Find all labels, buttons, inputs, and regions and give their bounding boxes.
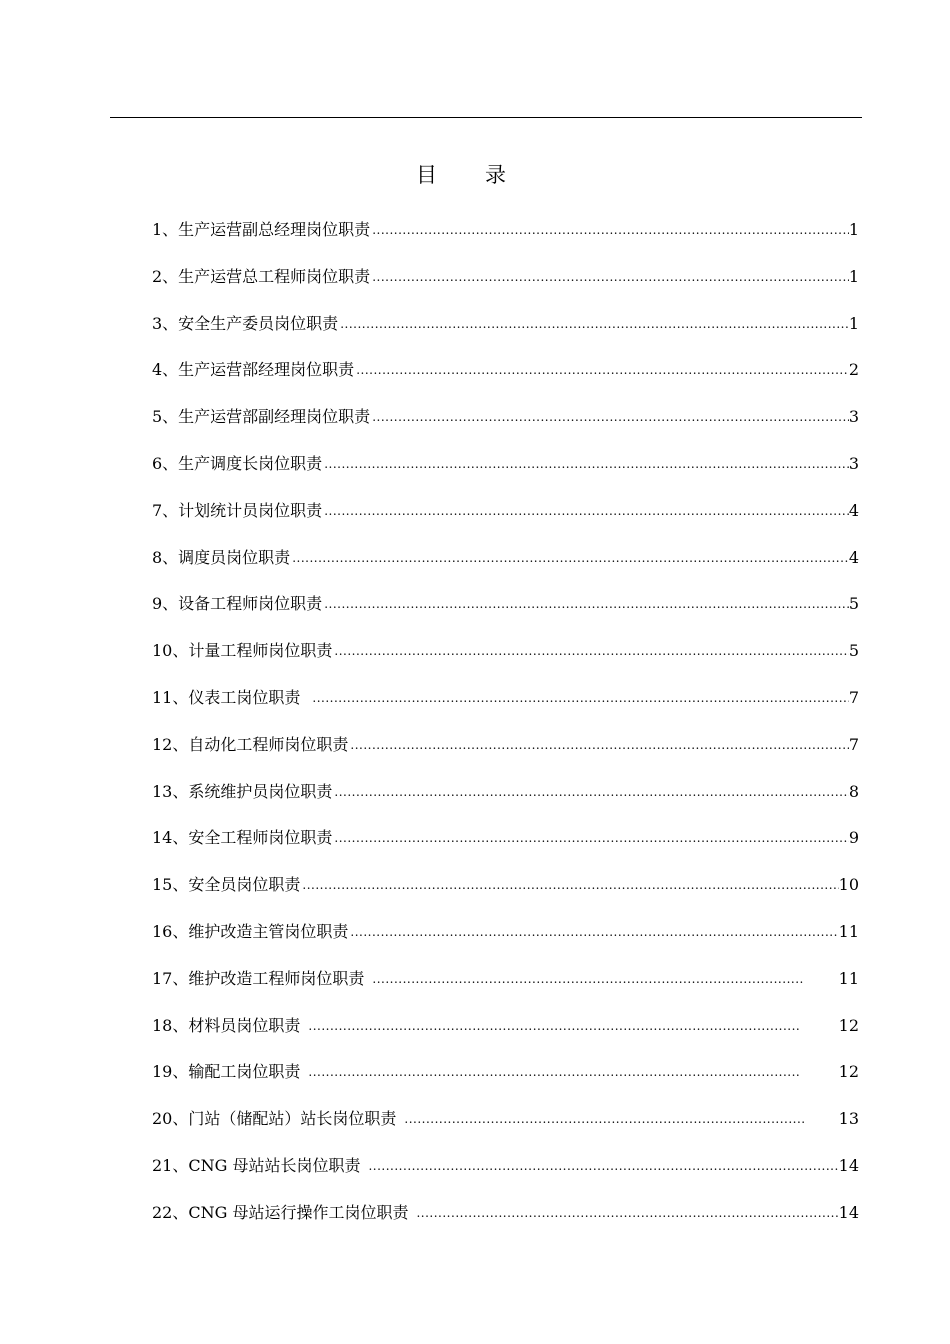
toc-entry[interactable] bbox=[152, 401, 859, 448]
toc-dot-leader bbox=[302, 869, 838, 901]
toc-entry-label: 17、维护改造工程师岗位职责 bbox=[152, 968, 365, 988]
toc-entry-label: 11、仪表工岗位职责 bbox=[152, 687, 301, 707]
toc-entry[interactable] bbox=[152, 635, 859, 682]
toc-dot-leader bbox=[404, 1103, 804, 1135]
toc-dot-leader bbox=[350, 916, 838, 948]
toc-dot-leader bbox=[292, 542, 849, 574]
toc-entry-page: 2 bbox=[848, 360, 859, 380]
toc-entry-page: 12 bbox=[838, 1062, 859, 1082]
toc-entry[interactable] bbox=[152, 448, 859, 495]
toc-entry-page: 5 bbox=[848, 594, 859, 614]
toc-entry-label: 20、门站（储配站）站长岗位职责 bbox=[152, 1109, 397, 1129]
toc-dot-leader bbox=[312, 682, 848, 714]
toc-entry[interactable] bbox=[152, 214, 859, 261]
toc-entry[interactable] bbox=[152, 308, 859, 355]
toc-entry-label: 19、输配工岗位职责 bbox=[152, 1062, 301, 1082]
toc-entry[interactable] bbox=[152, 261, 859, 308]
toc-entry[interactable] bbox=[152, 682, 859, 729]
toc-entry[interactable] bbox=[152, 963, 859, 1010]
toc-entry-label: 5、生产运营部副经理岗位职责 bbox=[152, 407, 371, 427]
toc-entry-page: 3 bbox=[848, 407, 859, 427]
toc-entry-label: 13、系统维护员岗位职责 bbox=[152, 781, 333, 801]
toc-dot-leader bbox=[334, 776, 848, 808]
toc-entry-page: 7 bbox=[848, 687, 859, 707]
toc-entry[interactable] bbox=[152, 1010, 859, 1057]
toc-entry-label: 14、安全工程师岗位职责 bbox=[152, 828, 333, 848]
header-rule bbox=[110, 117, 862, 118]
toc-list bbox=[152, 214, 859, 1244]
toc-entry[interactable] bbox=[152, 1197, 859, 1244]
toc-entry-page: 11 bbox=[838, 968, 859, 988]
toc-dot-leader bbox=[324, 448, 849, 480]
toc-entry-label: 2、生产运营总工程师岗位职责 bbox=[152, 266, 371, 286]
toc-entry-page: 14 bbox=[838, 1202, 859, 1222]
toc-entry-label: 15、安全员岗位职责 bbox=[152, 875, 301, 895]
toc-entry-page: 11 bbox=[838, 921, 859, 941]
toc-entry-label: 8、调度员岗位职责 bbox=[152, 547, 291, 567]
toc-entry[interactable] bbox=[152, 776, 859, 823]
toc-entry-page: 12 bbox=[838, 1015, 859, 1035]
toc-dot-leader bbox=[350, 729, 848, 761]
toc-entry[interactable] bbox=[152, 916, 859, 963]
toc-dot-leader bbox=[368, 1150, 838, 1182]
toc-entry-label: 4、生产运营部经理岗位职责 bbox=[152, 360, 355, 380]
toc-entry-page: 13 bbox=[838, 1109, 859, 1129]
toc-entry-page: 1 bbox=[848, 220, 859, 239]
toc-entry-page: 10 bbox=[838, 875, 859, 895]
toc-entry-label: 10、计量工程师岗位职责 bbox=[152, 641, 333, 661]
toc-dot-leader bbox=[340, 308, 849, 340]
toc-entry-page: 14 bbox=[838, 1155, 859, 1175]
toc-entry-label: 1、生产运营副总经理岗位职责 bbox=[152, 220, 371, 239]
toc-dot-leader bbox=[372, 214, 849, 246]
toc-entry[interactable] bbox=[152, 729, 859, 776]
toc-entry-label: 7、计划统计员岗位职责 bbox=[152, 500, 323, 520]
toc-entry-page: 4 bbox=[848, 547, 859, 567]
toc-entry-label: 16、维护改造主管岗位职责 bbox=[152, 921, 349, 941]
toc-entry-page: 7 bbox=[848, 734, 859, 754]
toc-entry-label: 9、设备工程师岗位职责 bbox=[152, 594, 323, 614]
toc-entry[interactable] bbox=[152, 495, 859, 542]
toc-entry-page: 5 bbox=[848, 641, 859, 661]
toc-dot-leader bbox=[356, 354, 849, 386]
toc-entry[interactable] bbox=[152, 1056, 859, 1103]
toc-entry[interactable] bbox=[152, 588, 859, 635]
toc-entry-label: 21、CNG 母站站长岗位职责 bbox=[152, 1155, 361, 1175]
toc-entry[interactable] bbox=[152, 1150, 859, 1197]
toc-dot-leader bbox=[416, 1197, 838, 1229]
toc-entry-label: 3、安全生产委员岗位职责 bbox=[152, 313, 339, 333]
toc-entry[interactable] bbox=[152, 542, 859, 589]
toc-dot-leader bbox=[334, 635, 848, 667]
toc-dot-leader bbox=[308, 1010, 798, 1042]
toc-entry[interactable] bbox=[152, 822, 859, 869]
toc-entry-page: 9 bbox=[848, 828, 859, 848]
toc-entry-page: 1 bbox=[848, 266, 859, 286]
toc-dot-leader bbox=[372, 401, 849, 433]
toc-entry[interactable] bbox=[152, 869, 859, 916]
toc-entry-label: 18、材料员岗位职责 bbox=[152, 1015, 301, 1035]
toc-entry-label: 22、CNG 母站运行操作工岗位职责 bbox=[152, 1202, 409, 1222]
toc-entry[interactable] bbox=[152, 354, 859, 401]
toc-entry[interactable] bbox=[152, 1103, 859, 1150]
toc-dot-leader bbox=[372, 261, 849, 293]
toc-dot-leader bbox=[308, 1056, 798, 1088]
toc-entry-label: 12、自动化工程师岗位职责 bbox=[152, 734, 349, 754]
toc-dot-leader bbox=[324, 495, 849, 527]
toc-entry-page: 4 bbox=[848, 500, 859, 520]
toc-entry-page: 1 bbox=[848, 313, 859, 333]
toc-dot-leader bbox=[334, 822, 848, 854]
toc-entry-page: 3 bbox=[848, 453, 859, 473]
toc-entry-label: 6、生产调度长岗位职责 bbox=[152, 453, 323, 473]
toc-entry-page: 8 bbox=[848, 781, 859, 801]
toc-dot-leader bbox=[324, 588, 849, 620]
toc-dot-leader bbox=[372, 963, 804, 995]
toc-title: 目录 bbox=[416, 163, 554, 187]
